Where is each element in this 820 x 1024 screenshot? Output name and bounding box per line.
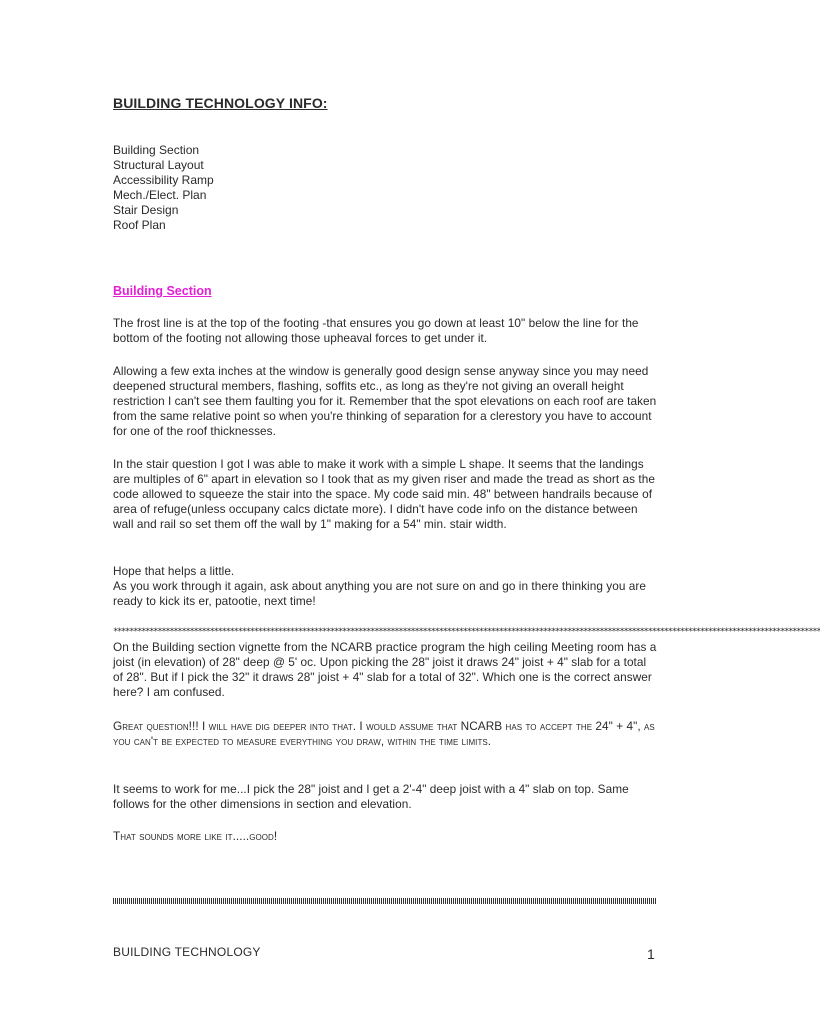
topic-item: Accessibility Ramp [113, 173, 214, 187]
section-heading-link[interactable]: Building Section [113, 284, 212, 298]
page-number: 1 [647, 946, 655, 962]
paragraph-reply: It seems to work for me...I pick the 28" joist and I get a 2'-4" deep joist with a 4" slab on top. Same follows for the other dimensions in section and elevation. [113, 782, 629, 811]
topic-list [113, 143, 214, 233]
paragraph-closing: That sounds more like it.....good! [113, 829, 278, 843]
topic-item: Building Section [113, 143, 200, 157]
paragraph-question: On the Building section vignette from the NCARB practice program the high ceiling Meeting room has a joist (in elevation) of 28" deep @ 5' oc. Upon picking the 28" joist it draws 24" joist + 4" slab for a total of 28". But if I pick the 32" it draws 28" joist + 4" slab for a total of 32". Which one is the correct answer here? I am confused. [113, 640, 657, 699]
topic-item: Mech./Elect. Plan [113, 188, 207, 202]
paragraph-stair: In the stair question I got I was able to make it work with a simple L shape. It seems that the landings are multiples of 6" apart in elevation so I took that as my given riser and made the tread as short as the code allowed to squeeze the stair into the space. My code said min. 48" between handrails because of area of refuge(unless occupany calcs dictate more). I didn't have code info on the distance between wall and rail so set them off the wall by 1" making for a 54" min. stair width. [113, 457, 655, 531]
paragraph-frost-line: The frost line is at the top of the footing -that ensures you go down at least 10" below the line for the bottom of the footing not allowing those upheaval forces to get under it. [113, 316, 639, 345]
footer-divider [113, 898, 656, 904]
topic-item: Roof Plan [113, 218, 166, 232]
paragraph-answer: Great question!!! I will have dig deeper into that. I would assume that NCARB has to accept the 24" + 4", as you can't be expected to measure everything you draw, within the time limits. [113, 719, 655, 748]
paragraph-window: Allowing a few exta inches at the window is generally good design sense anyway since you may need deepened structural members, flashing, soffits etc., as long as they're not giving an overall height restriction I can't see them faulting you for it. Remember that the spot elevations on each roof are taken from the same relative point so when you're thinking of separation for a clerestory you have to account for one of the roof thicknesses. [113, 364, 657, 438]
topic-item: Structural Layout [113, 158, 204, 172]
footer-title: BUILDING TECHNOLOGY [113, 945, 261, 959]
paragraph-hope: Hope that helps a little. As you work through it again, ask about anything you are not sure on and go in there thinking you are ready to kick its er, patootie, next time! [113, 564, 646, 608]
topic-item: Stair Design [113, 203, 179, 217]
asterisk-separator: ******************************************************************************************************************************************************************************** [113, 627, 820, 637]
document-title: BUILDING TECHNOLOGY INFO: [113, 95, 328, 111]
